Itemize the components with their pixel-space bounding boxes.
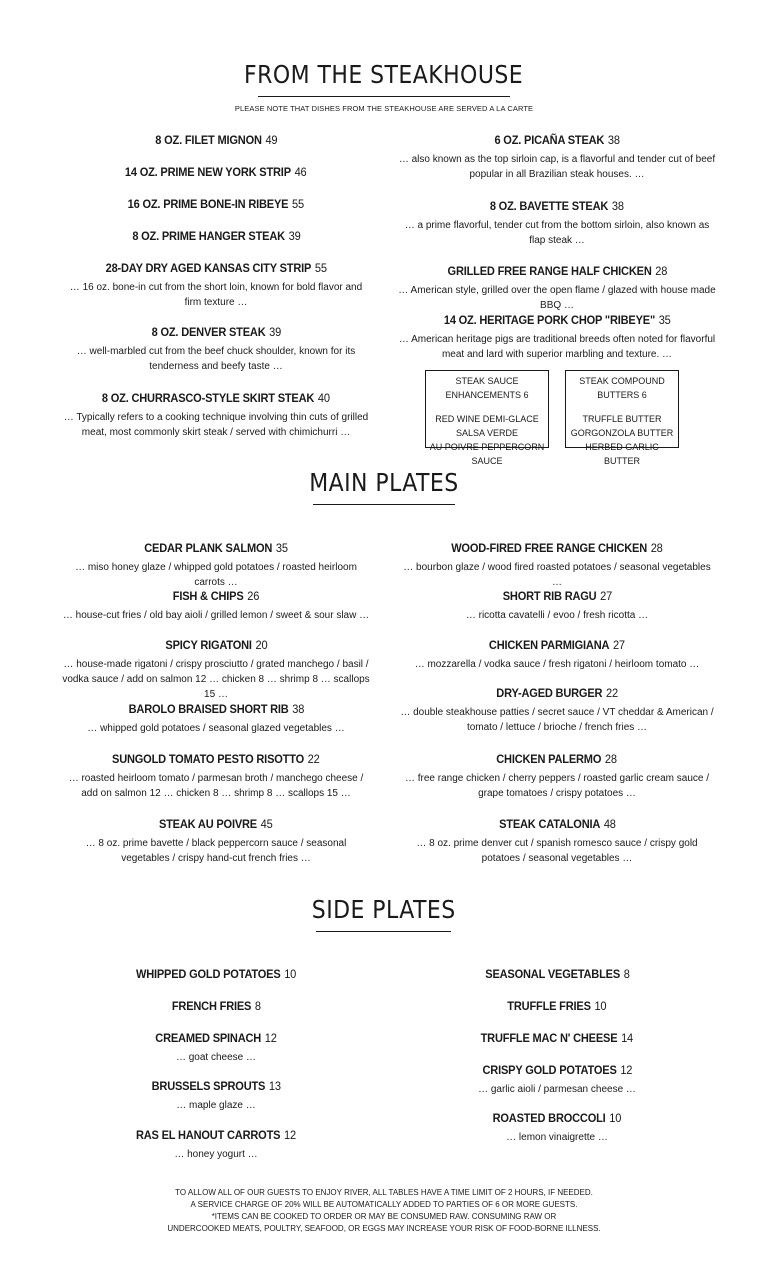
item-description: … honey yogurt … — [174, 1149, 258, 1160]
menu-item: BAROLO BRAISED SHORT RIB 38 … whipped gold potatoes / seasonal glazed vegetables … — [56, 700, 376, 736]
menu-item: FRENCH FRIES 8 — [171, 999, 261, 1013]
sauce-item: RED WINE DEMI-GLACE — [435, 414, 539, 424]
sides-right-column — [392, 0, 722, 1265]
steakhouse-title: FROM THE STEAKHOUSE — [244, 60, 524, 89]
menu-item: 8 OZ. DENVER STEAK 39 … well-marbled cut from the beef chuck shoulder, known for its tenderness and beefy taste … — [56, 323, 376, 374]
butter-item: HERBED GARLIC BUTTER — [585, 442, 659, 466]
menu-item: CEDAR PLANK SALMON 35 … miso honey glaze / whipped gold potatoes / roasted heirloom carrots … — [56, 539, 376, 590]
item-description: … free range chicken / cherry peppers / roasted garlic cream sauce / grape tomatoes / crispy potatoes … — [404, 773, 710, 799]
item-description: … lemon vinaigrette … — [506, 1132, 608, 1143]
butter-item: TRUFFLE BUTTER — [582, 414, 662, 424]
footer-line: TO ALLOW ALL OF OUR GUESTS TO ENJOY RIVER, ALL TABLES HAVE A TIME LIMIT OF 2 HOURS, IF NEEDED. — [175, 1188, 593, 1197]
menu-item: 14 OZ. PRIME NEW YORK STRIP 46 — [125, 165, 307, 179]
sauce-item: SALSA VERDE — [455, 428, 519, 438]
menu-item: WHIPPED GOLD POTATOES 10 — [135, 967, 297, 981]
item-description: … American style, grilled over the open flame / glazed with house made BBQ … — [398, 285, 716, 311]
item-description: … house-cut fries / old bay aioli / grilled lemon / sweet & sour slaw … — [62, 610, 370, 621]
menu-item: SUNGOLD TOMATO PESTO RISOTTO 22 … roasted heirloom tomato / parmesan broth / manchego cheese / add on salmon 12 … chicken 8 … shrimp 8 … scallops 15 … — [56, 750, 376, 801]
main-plates-title: MAIN PLATES — [309, 468, 459, 497]
menu-item: GRILLED FREE RANGE HALF CHICKEN 28 … American style, grilled over the open flame / glazed with house made BBQ … — [392, 262, 722, 313]
footer-line: *ITEMS CAN BE COOKED TO ORDER OR MAY BE CONSUMED RAW. CONSUMING RAW OR — [211, 1212, 557, 1221]
menu-item: SPICY RIGATONI 20 … house-made rigatoni / crispy prosciutto / grated manchego / basil / vodka sauce / add on salmon 12 … chicken 8 … shrimp 8 … scallops 15 … — [56, 636, 376, 702]
menu-item: 8 OZ. BAVETTE STEAK 38 … a prime flavorful, tender cut from the bottom sirloin, also known as flap steak … — [392, 197, 722, 248]
menu-item: SHORT RIB RAGU 27 … ricotta cavatelli / evoo / fresh ricotta … — [392, 587, 722, 623]
item-description: … also known as the top sirloin cap, is a flavorful and tender cut of beef popular in all Brazilian steak houses. … — [398, 154, 716, 180]
item-description: … Typically refers to a cooking technique involving thin cuts of grilled meat, most commonly skirt steak / served with chimichurri … — [63, 412, 369, 438]
item-description: … garlic aioli / parmesan cheese … — [478, 1084, 636, 1095]
menu-item: 8 OZ. CHURRASCO-STYLE SKIRT STEAK 40 … Typically refers to a cooking technique involving thin cuts of grilled meat, most commonly skirt steak / served with chimichurri … — [56, 389, 376, 440]
item-description: … well-marbled cut from the beef chuck shoulder, known for its tenderness and beefy taste … — [76, 346, 356, 372]
menu-item: SEASONAL VEGETABLES 8 — [484, 967, 630, 981]
item-description: … mozzarella / vodka sauce / fresh rigatoni / heirloom tomato … — [414, 659, 700, 670]
item-description: … roasted heirloom tomato / parmesan broth / manchego cheese / add on salmon 12 … chicken 8 … shrimp 8 … scallops 15 … — [68, 773, 364, 799]
item-description: … house-made rigatoni / crispy prosciutto / grated manchego / basil / vodka sauce / add on salmon 12 … chicken 8 … shrimp 8 … scallops 15 … — [62, 659, 370, 700]
menu-item: ROASTED BROCCOLI 10 … lemon vinaigrette … — [392, 1109, 722, 1145]
menu-item: 8 OZ. PRIME HANGER STEAK 39 — [131, 229, 301, 243]
menu-item: 6 OZ. PICAÑA STEAK 38 … also known as the top sirloin cap, is a flavorful and tender cut of beef popular in all Brazilian steak houses. … — [392, 131, 722, 182]
item-description: … bourbon glaze / wood fired roasted potatoes / seasonal vegetables … — [403, 562, 711, 588]
menu-item: CHICKEN PARMIGIANA 27 … mozzarella / vodka sauce / fresh rigatoni / heirloom tomato … — [392, 636, 722, 672]
menu-item: STEAK CATALONIA 48 … 8 oz. prime denver cut / spanish romesco sauce / crispy gold potatoes / seasonal vegetables … — [392, 815, 722, 866]
menu-item: CHICKEN PALERMO 28 … free range chicken / cherry peppers / roasted garlic cream sauce / grape tomatoes / crispy potatoes … — [392, 750, 722, 801]
menu-item: RAS EL HANOUT CARROTS 12 … honey yogurt … — [56, 1126, 376, 1162]
menu-item: DRY-AGED BURGER 22 … double steakhouse patties / secret sauce / VT cheddar & American / tomato / lettuce / brioche / french fries … — [392, 684, 722, 735]
menu-item: 28-DAY DRY AGED KANSAS CITY STRIP 55 … 16 oz. bone-in cut from the short loin, known for bold flavor and firm texture … — [56, 259, 376, 310]
menu-item: WOOD-FIRED FREE RANGE CHICKEN 28 … bourbon glaze / wood fired roasted potatoes / seasonal vegetables … — [392, 539, 722, 590]
menu-item: 14 OZ. HERITAGE PORK CHOP "RIBEYE" 35 … American heritage pigs are traditional breeds often noted for flavorful meat and lard with superior marbling and texture. … — [392, 311, 722, 362]
steakhouse-note: PLEASE NOTE THAT DISHES FROM THE STEAKHOUSE ARE SERVED A LA CARTE — [234, 104, 534, 113]
item-description: … 8 oz. prime bavette / black peppercorn sauce / seasonal vegetables / crispy hand-cut french fries … — [85, 838, 347, 864]
item-description: … goat cheese … — [175, 1052, 257, 1063]
footer-line: UNDERCOOKED MEATS, POULTRY, SEAFOOD, OR EGGS MAY INCREASE YOUR RISK OF FOOD-BORNE ILLNESS. — [167, 1224, 601, 1233]
item-description: … maple glaze … — [176, 1100, 256, 1111]
menu-item: STEAK AU POIVRE 45 … 8 oz. prime bavette / black peppercorn sauce / seasonal vegetables / crispy hand-cut french fries … — [56, 815, 376, 866]
item-description: … 8 oz. prime denver cut / spanish romesco sauce / crispy gold potatoes / seasonal vegetables … — [416, 838, 698, 864]
menu-item: TRUFFLE MAC N' CHEESE 14 — [480, 1031, 634, 1045]
footer-line: A SERVICE CHARGE OF 20% WILL BE AUTOMATICALLY ADDED TO PARTIES OF 6 OR MORE GUESTS. — [190, 1200, 578, 1209]
item-description: … whipped gold potatoes / seasonal glazed vegetables … — [87, 723, 345, 734]
menu-item: BRUSSELS SPROUTS 13 … maple glaze … — [56, 1077, 376, 1113]
item-description: … American heritage pigs are traditional breeds often noted for flavorful meat and lard with superior marbling and texture. … — [398, 334, 716, 360]
butter-item: GORGONZOLA BUTTER — [570, 428, 674, 438]
menu-item: CREAMED SPINACH 12 … goat cheese … — [56, 1029, 376, 1065]
item-description: … 16 oz. bone-in cut from the short loin, known for bold flavor and firm texture … — [69, 282, 363, 308]
item-description: … ricotta cavatelli / evoo / fresh ricotta … — [465, 610, 649, 621]
item-description: … miso honey glaze / whipped gold potatoes / roasted heirloom carrots … — [75, 562, 357, 588]
menu-item: 16 OZ. PRIME BONE-IN RIBEYE 55 — [127, 197, 305, 211]
box-title: STEAK SAUCE ENHANCEMENTS 6 — [445, 376, 529, 400]
item-description: … double steakhouse patties / secret sauce / VT cheddar & American / tomato / lettuce / brioche / french fries … — [400, 707, 714, 733]
menu-item: CRISPY GOLD POTATOES 12 … garlic aioli / parmesan cheese … — [392, 1061, 722, 1097]
sides-left-column — [56, 0, 376, 1265]
menu-item: FISH & CHIPS 26 … house-cut fries / old bay aioli / grilled lemon / sweet & sour slaw … — [56, 587, 376, 623]
footer-notes — [0, 1187, 768, 1235]
menu-item: 8 OZ. FILET MIGNON 49 — [154, 133, 278, 147]
item-description: … a prime flavorful, tender cut from the bottom sirloin, also known as flap steak … — [404, 220, 710, 246]
menu-item: TRUFFLE FRIES 10 — [507, 999, 607, 1013]
sauce-item: AU POIVRE PEPPERCORN SAUCE — [429, 442, 545, 466]
box-title: STEAK COMPOUND BUTTERS 6 — [579, 376, 665, 400]
side-plates-title: SIDE PLATES — [312, 895, 456, 924]
